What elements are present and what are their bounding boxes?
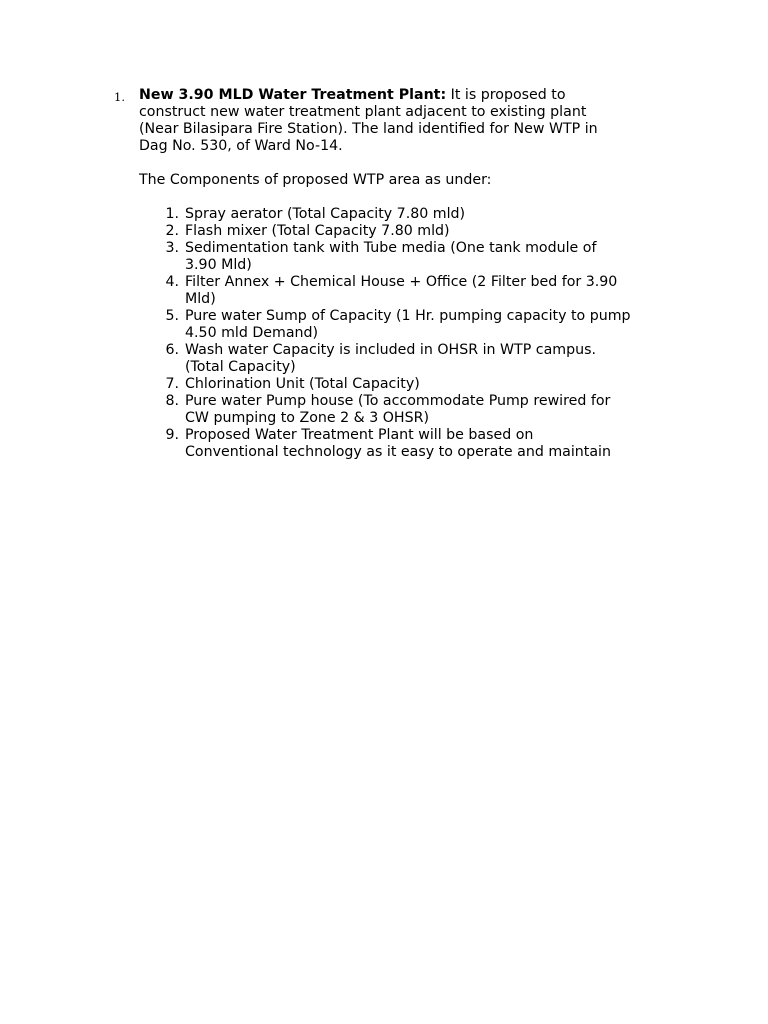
list-item — [139, 274, 689, 308]
list-item-number: 4. — [165, 274, 179, 290]
list-item-text: Filter Annex + Chemical House + Office (2 Filter bed for 3.90 — [185, 274, 618, 290]
list-item-number: 2. — [165, 223, 179, 239]
section-number: 1. — [114, 90, 125, 104]
component-list — [139, 206, 679, 461]
list-item — [139, 223, 689, 240]
section-body — [139, 87, 679, 461]
list-item-text: 3.90 Mld) — [185, 257, 252, 273]
list-item-text: Pure water Sump of Capacity (1 Hr. pumping capacity to pump — [185, 308, 631, 324]
section-heading: New 3.90 MLD Water Treatment Plant: — [139, 87, 447, 103]
list-item-number: 7. — [165, 376, 179, 392]
list-item-text: Spray aerator (Total Capacity 7.80 mld) — [185, 206, 466, 222]
list-item-text: Mld) — [185, 291, 216, 307]
list-item-number: 6. — [165, 342, 179, 358]
list-item — [139, 240, 689, 274]
list-item — [139, 342, 689, 376]
list-item — [139, 376, 689, 393]
intro-line: It is proposed to — [446, 87, 566, 103]
list-item — [139, 308, 689, 342]
intro-line: Dag No. 530, of Ward No-14. — [139, 138, 343, 154]
list-item-number: 5. — [165, 308, 179, 324]
intro-line: (Near Bilasipara Fire Station). The land identified for New WTP in — [139, 121, 598, 137]
list-item-text: Flash mixer (Total Capacity 7.80 mld) — [185, 223, 450, 239]
list-item-text: Wash water Capacity is included in OHSR in WTP campus. — [185, 342, 596, 358]
list-item-number: 1. — [165, 206, 179, 222]
section-intro — [139, 87, 679, 155]
list-item-text: 4.50 mld Demand) — [185, 325, 319, 341]
list-item-number: 9. — [165, 427, 179, 443]
components-intro: The Components of proposed WTP area as under: — [139, 172, 492, 188]
intro-line: construct new water treatment plant adjacent to existing plant — [139, 104, 587, 120]
list-item — [139, 427, 689, 461]
list-item-number: 3. — [165, 240, 179, 256]
list-item-text: (Total Capacity) — [185, 359, 296, 375]
list-item-number: 8. — [165, 393, 179, 409]
list-item-text: CW pumping to Zone 2 & 3 OHSR) — [185, 410, 429, 426]
list-item-text: Sedimentation tank with Tube media (One tank module of — [185, 240, 597, 256]
list-item — [139, 393, 689, 427]
list-item-text: Conventional technology as it easy to operate and maintain — [185, 444, 611, 460]
list-item-text: Proposed Water Treatment Plant will be based on — [185, 427, 534, 443]
list-item-text: Chlorination Unit (Total Capacity) — [185, 376, 420, 392]
list-item — [139, 206, 689, 223]
list-item-text: Pure water Pump house (To accommodate Pump rewired for — [185, 393, 611, 409]
